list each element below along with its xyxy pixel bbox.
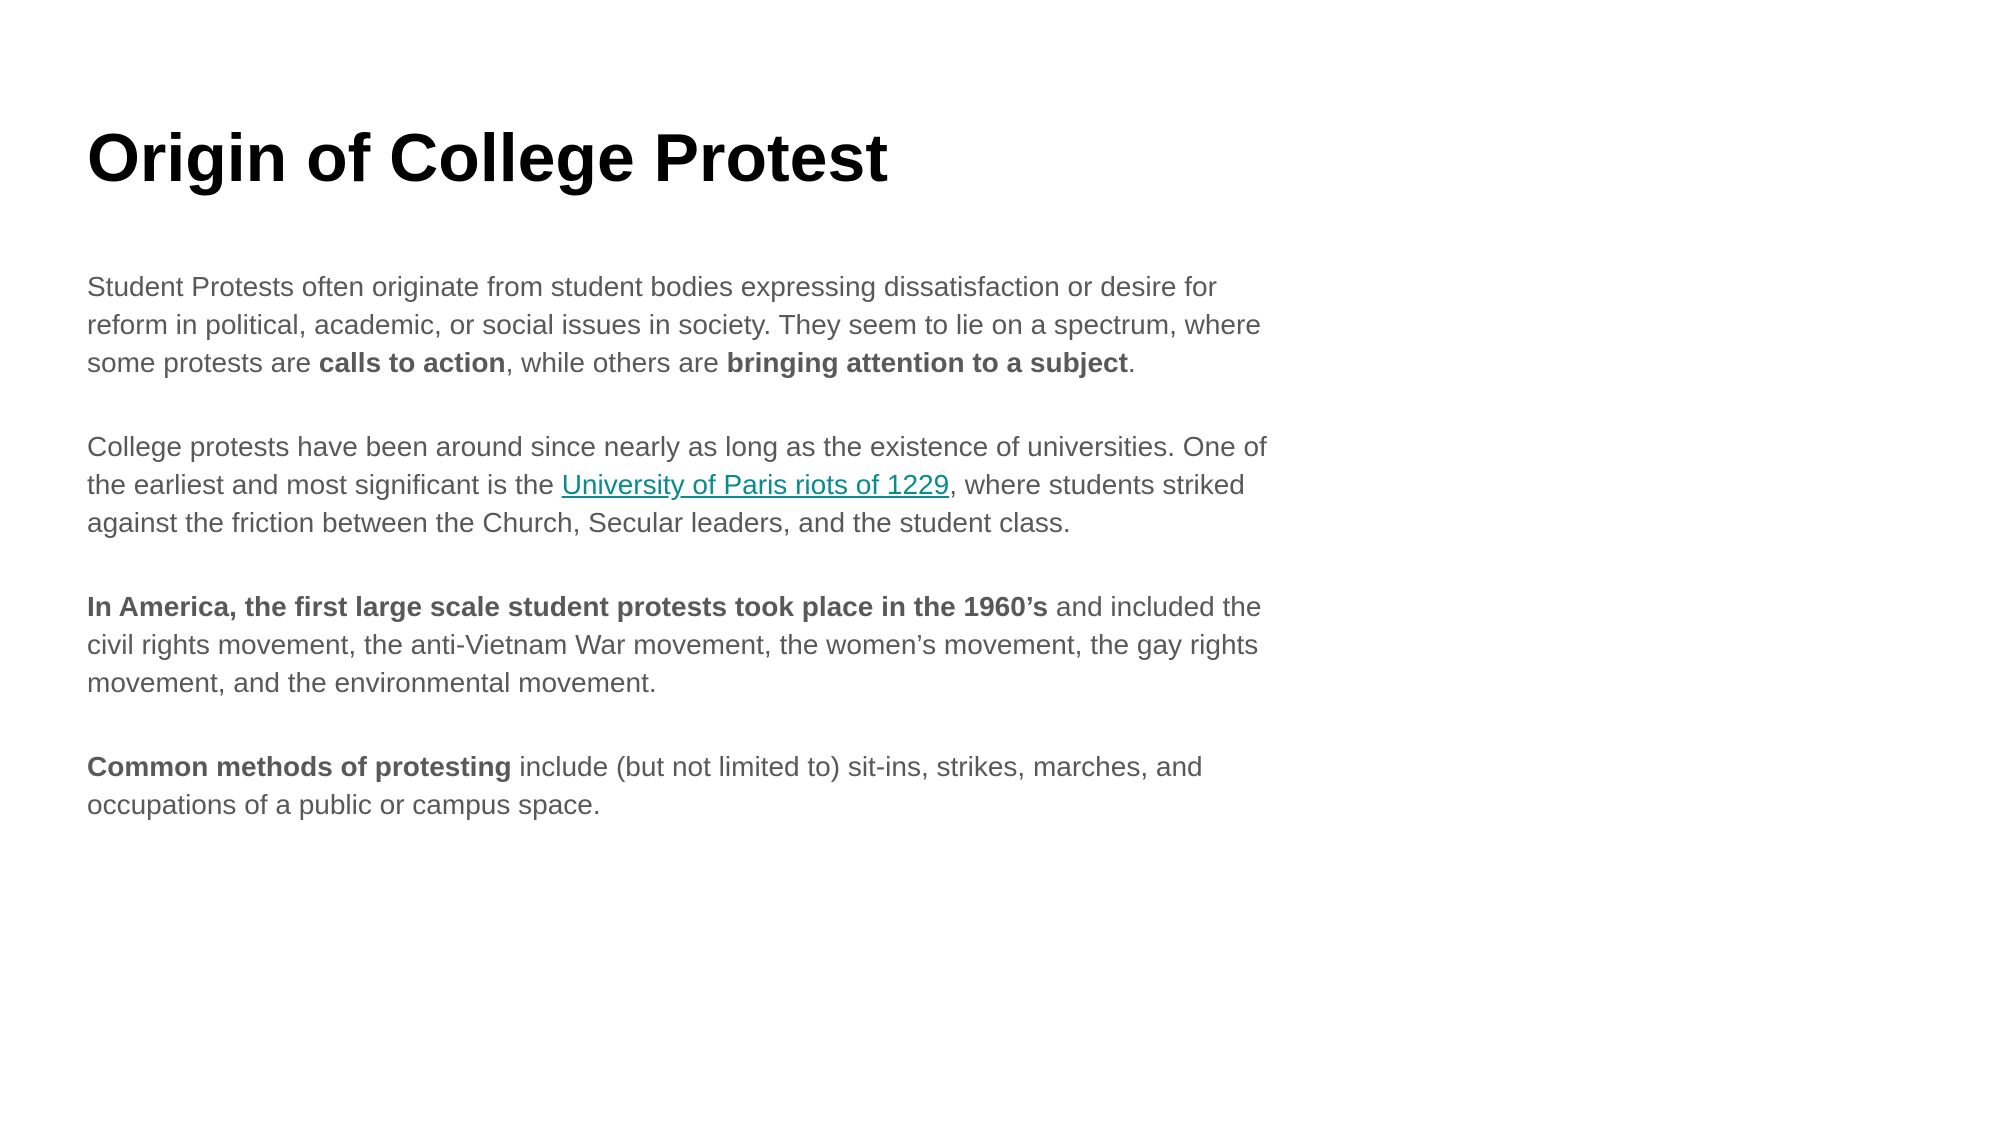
p4-line1-rest: include (but not limited to) sit-ins, strikes, marches, and xyxy=(511,751,1203,782)
paragraph-common-methods xyxy=(87,748,1287,824)
p1-bold-calls-to-action: calls to action xyxy=(318,347,506,378)
p2-line3: against the friction between the Church, Secular leaders, and the student class. xyxy=(87,507,1071,538)
p1-line3-a: some protests are xyxy=(87,347,319,378)
p1-line3-b: , while others are xyxy=(505,347,727,378)
p3-bold-america: In America, the first large scale student protests took place in the 1960’s xyxy=(87,591,1049,622)
p1-line2: reform in political, academic, or social issues in society. They seem to lie on a spectrum, where xyxy=(87,309,1261,340)
p4-line2: occupations of a public or campus space. xyxy=(87,789,601,820)
slide-title: Origin of College Protest xyxy=(87,120,888,196)
p3-line3: movement, and the environmental movement. xyxy=(87,667,657,698)
paragraph-student-protests xyxy=(87,268,1287,382)
p3-line1-rest: and included the xyxy=(1048,591,1262,622)
p2-line2-a: the earliest and most significant is the xyxy=(87,469,562,500)
p1-line3-c: . xyxy=(1127,347,1136,378)
paragraph-college-protests-history xyxy=(87,428,1287,542)
p2-line2-b: , where students striked xyxy=(949,469,1245,500)
p3-line2: civil rights movement, the anti-Vietnam War movement, the women’s movement, the gay rights xyxy=(87,629,1259,660)
p4-bold-common-methods: Common methods of protesting xyxy=(87,751,512,782)
p2-line1: College protests have been around since nearly as long as the existence of universities. One of xyxy=(87,431,1267,462)
university-of-paris-riots-link[interactable]: University of Paris riots of 1229 xyxy=(561,469,950,500)
paragraph-america-1960s xyxy=(87,588,1287,702)
p1-bold-bringing-attention: bringing attention to a subject xyxy=(726,347,1128,378)
p1-line1: Student Protests often originate from student bodies expressing dissatisfaction or desire for xyxy=(87,271,1217,302)
slide-body xyxy=(87,268,1287,870)
